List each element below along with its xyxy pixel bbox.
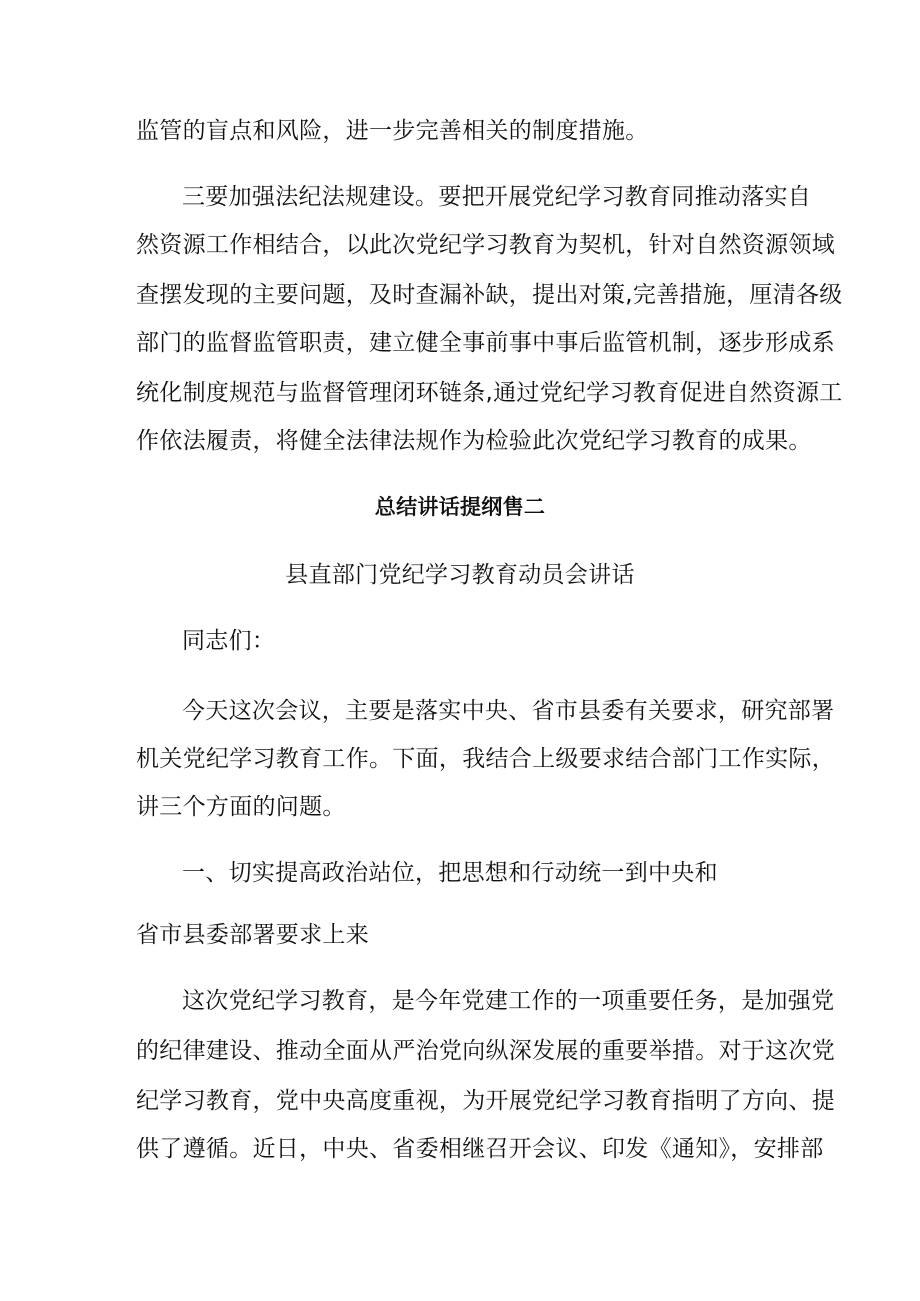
heading-line: 一、切实提高政治站位，把思想和行动统一到中央和 bbox=[182, 860, 718, 886]
section-heading: 总结讲话提纲售二 bbox=[374, 495, 546, 519]
paragraph-line: 今天这次会议，主要是落实中央、省市县委有关要求，研究部署 bbox=[182, 698, 835, 724]
paragraph-line: 作依法履责，将健全法律法规作为检验此次党纪学习教育的成果。 bbox=[136, 428, 812, 454]
paragraph-line: 三要加强法纪法规建设。要把开展党纪学习教育同推动落实自 bbox=[182, 184, 812, 210]
paragraph-line: 讲三个方面的问题。 bbox=[136, 794, 346, 820]
paragraph-line: 然资源工作相结合，以此次党纪学习教育为契机，针对自然资源领域 bbox=[136, 232, 835, 258]
paragraph-line: 统化制度规范与监督管理闭环链条,通过党纪学习教育促进自然资源工 bbox=[136, 380, 843, 406]
salutation: 同志们： bbox=[182, 628, 276, 654]
paragraph-line: 的纪律建设、推动全面从严治党向纵深发展的重要举措。对于这次党 bbox=[136, 1038, 835, 1064]
paragraph-line: 查摆发现的主要问题，及时查漏补缺，提出对策,完善措施，厘清各级 bbox=[136, 282, 843, 308]
paragraph-line: 纪学习教育，党中央高度重视，为开展党纪学习教育指明了方向、提 bbox=[136, 1088, 835, 1114]
paragraph-line: 部门的监督监管职责，建立健全事前事中事后监管机制，逐步形成系 bbox=[136, 330, 835, 356]
paragraph-line: 机关党纪学习教育工作。下面，我结合上级要求结合部门工作实际， bbox=[136, 746, 835, 772]
paragraph-line: 供了遵循。近日，中央、省委相继召开会议、印发《通知》，安排部 bbox=[136, 1136, 824, 1162]
paragraph-line: 监管的盲点和风险，进一步完善相关的制度措施。 bbox=[136, 118, 649, 144]
speech-title: 县直部门党纪学习教育动员会讲话 bbox=[285, 562, 635, 588]
heading-line: 省市县委部署要求上来 bbox=[136, 922, 369, 948]
paragraph-line: 这次党纪学习教育，是今年党建工作的一项重要任务，是加强党 bbox=[182, 988, 835, 1014]
